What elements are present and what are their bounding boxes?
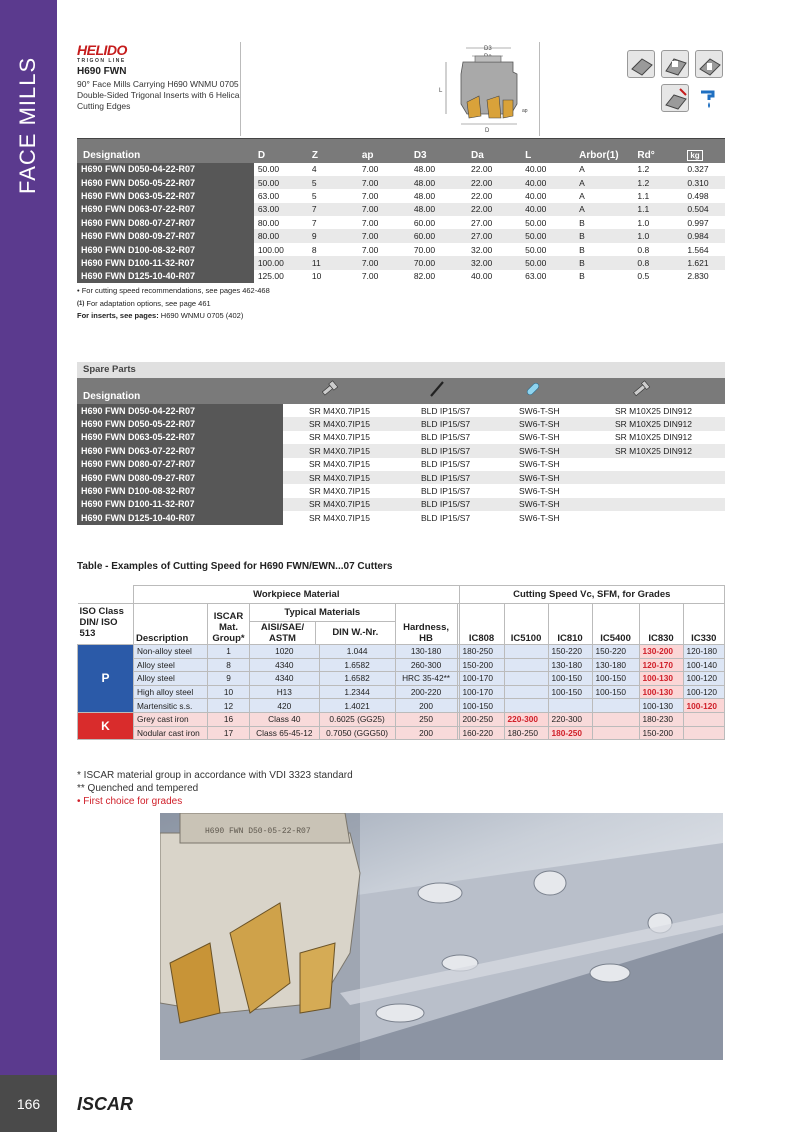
cell-desc: High alloy steel [134, 685, 208, 699]
cell-grade-ic5400: 130-180 [592, 658, 639, 672]
note-adaptation: $^{(1)}$ For adaptation options, see page 461 [77, 298, 211, 308]
hardness-header: Hardness, HB [395, 604, 457, 645]
iso-group-p: P [78, 645, 134, 713]
cell-aisi: H13 [250, 685, 320, 699]
cell-hb: 260-300 [395, 658, 457, 672]
cell-grade-ic808: 200-250 [459, 712, 504, 726]
cell-grade-ic810: 100-150 [548, 685, 592, 699]
workpiece-material-header: Workpiece Material [134, 586, 460, 604]
footnote-first-choice: • First choice for grades [77, 796, 183, 807]
cell-desc: Grey cast iron [134, 712, 208, 726]
cell-grade-ic5100: 220-300 [504, 712, 548, 726]
page-number: 166 [0, 1075, 57, 1132]
col-d: D [254, 139, 308, 163]
cell-grade-ic830: 130-200 [639, 645, 683, 659]
cell-grade-ic810 [548, 699, 592, 713]
cell-hb: 250 [395, 712, 457, 726]
table-row: H690 FWN D050-05-22-R07 SR M4X0.7IP15 BLD IP15/S7 SW6-T-SH SR M10X25 DIN912 [77, 417, 725, 430]
table-row: H690 FWN D050-04-22-R07 50.00 4 7.00 48.00 22.00 40.00 A 1.2 0.327 [77, 163, 725, 176]
cell-grade-ic808: 100-170 [459, 672, 504, 686]
cell-grade-ic830: 180-230 [639, 712, 683, 726]
cell-grade-ic808: 180-250 [459, 645, 504, 659]
shoulder-milling-icon [661, 50, 689, 78]
table-row: H690 FWN D100-11-32-R07 100.00 11 7.00 70.00 32.00 50.00 B 0.8 1.621 [77, 256, 725, 269]
cell-grade-ic5400: 100-150 [592, 672, 639, 686]
slotting-icon [695, 50, 723, 78]
cutting-speed-table [77, 585, 725, 740]
table-header-row [77, 139, 725, 163]
cell-grade-ic810: 220-300 [548, 712, 592, 726]
cell-desc: Martensitic s.s. [134, 699, 208, 713]
table-row: H690 FWN D063-07-22-R07 SR M4X0.7IP15 BLD IP15/S7 SW6-T-SH SR M10X25 DIN912 [77, 444, 725, 457]
speed-table-title: Table - Examples of Cutting Speed for H690 FWN/EWN...07 Cutters [77, 561, 393, 572]
grade-ic808: IC808 [459, 604, 504, 645]
svg-text:ap: ap [522, 108, 528, 114]
application-icons [547, 42, 727, 136]
col-kg [683, 139, 725, 163]
cutting-speed-header: Cutting Speed Vc, SFM, for Grades [459, 586, 724, 604]
cell-grp: 9 [208, 672, 250, 686]
col-l: L [521, 139, 575, 163]
table-group-row [78, 586, 725, 604]
table-row: H690 FWN D080-09-27-R07 SR M4X0.7IP15 BLD IP15/S7 SW6-T-SH [77, 471, 725, 484]
col-arbor: Arbor(1) [575, 139, 633, 163]
cutter-diagram [240, 42, 540, 136]
cell-aisi: 420 [250, 699, 320, 713]
spare-parts-table [77, 378, 725, 525]
svg-text:L: L [439, 88, 443, 94]
svg-text:D: D [485, 128, 490, 134]
table-row [78, 672, 725, 686]
cell-grp: 12 [208, 699, 250, 713]
table-row: H690 FWN D080-07-27-R07 80.00 7 7.00 60.00 27.00 50.00 B 1.0 0.997 [77, 216, 725, 229]
cell-hb: 200 [395, 699, 457, 713]
product-title: H690 FWN [77, 66, 127, 77]
table-row: H690 FWN D125-10-40-R07 125.00 10 7.00 82.00 40.00 63.00 B 0.5 2.830 [77, 270, 725, 283]
grade-ic5100: IC5100 [504, 604, 548, 645]
table-notes [77, 285, 270, 323]
cell-grade-ic830: 100-130 [639, 685, 683, 699]
cell-hb: 130-180 [395, 645, 457, 659]
aisi-header: AISI/SAE/ ASTM [250, 622, 316, 644]
cell-din: 1.044 [319, 645, 395, 659]
cell-aisi: 4340 [250, 672, 320, 686]
product-header [77, 42, 727, 136]
col-da: Da [467, 139, 521, 163]
clamping-screw-icon [595, 378, 725, 404]
cell-grade-ic330: 120-180 [683, 645, 724, 659]
cell-grade-ic5100 [504, 672, 548, 686]
cell-hb: 200-220 [395, 685, 457, 699]
cell-grade-ic808: 100-170 [459, 685, 504, 699]
note-cutting-speed: • For cutting speed recommendations, see pages 462-468 [77, 286, 270, 295]
product-photo [160, 813, 723, 1060]
col-rd: Rd° [633, 139, 683, 163]
table-row: H690 FWN D100-11-32-R07 SR M4X0.7IP15 BLD IP15/S7 SW6-T-SH [77, 498, 725, 511]
cell-aisi: 1020 [250, 645, 320, 659]
ramping-icon [661, 84, 689, 112]
din-header: DIN W.-Nr. [332, 627, 379, 638]
cell-grade-ic5400: 100-150 [592, 685, 639, 699]
table-row: H690 FWN D080-07-27-R07 SR M4X0.7IP15 BLD IP15/S7 SW6-T-SH [77, 458, 725, 471]
cell-grp: 17 [208, 726, 250, 740]
iso-group-k: K [78, 712, 134, 739]
cell-grade-ic808: 150-200 [459, 658, 504, 672]
description-header: Description [134, 604, 208, 645]
cell-grade-ic5100: 180-250 [504, 726, 548, 740]
grade-ic830: IC830 [639, 604, 683, 645]
cell-grade-ic810: 180-250 [548, 726, 592, 740]
cell-grade-ic330 [683, 726, 724, 740]
table-row [78, 726, 725, 740]
table-row [78, 645, 725, 659]
cell-grade-ic330: 100-140 [683, 658, 724, 672]
cell-grade-ic5100 [504, 645, 548, 659]
cell-aisi: Class 40 [250, 712, 320, 726]
cell-grp: 1 [208, 645, 250, 659]
table-header-row [78, 604, 725, 645]
cell-grade-ic810: 150-220 [548, 645, 592, 659]
engraving-text: H690 FWN D50-05-22-R07 [205, 827, 311, 836]
driver-icon [499, 378, 595, 404]
cell-grade-ic5400 [592, 726, 639, 740]
table-row [78, 699, 725, 713]
product-description: 90° Face Mills Carrying H690 WNMU 0705 Double-Sided Trigonal Inserts with 6 Helical Cutting Edges [77, 79, 242, 111]
table-row [78, 685, 725, 699]
cell-grade-ic5100 [504, 658, 548, 672]
table-row: H690 FWN D063-05-22-R07 SR M4X0.7IP15 BLD IP15/S7 SW6-T-SH SR M10X25 DIN912 [77, 431, 725, 444]
cell-grade-ic830: 120-170 [639, 658, 683, 672]
cell-din: 0.7050 (GGG50) [319, 726, 395, 740]
cell-desc: Nodular cast iron [134, 726, 208, 740]
cell-aisi: Class 65-45-12 [250, 726, 320, 740]
cell-desc: Alloy steel [134, 658, 208, 672]
table-row: H690 FWN D063-05-22-R07 63.00 5 7.00 48.00 22.00 40.00 A 1.1 0.498 [77, 189, 725, 202]
table-row: H690 FWN D050-04-22-R07 SR M4X0.7IP15 BLD IP15/S7 SW6-T-SH SR M10X25 DIN912 [77, 404, 725, 417]
table-row: H690 FWN D063-07-22-R07 63.00 7 7.00 48.00 22.00 40.00 A 1.1 0.504 [77, 203, 725, 216]
cell-grade-ic330 [683, 712, 724, 726]
cell-grade-ic5100 [504, 699, 548, 713]
footer-brand: ISCAR [77, 1094, 134, 1114]
table-row [78, 658, 725, 672]
cell-grade-ic808: 100-150 [459, 699, 504, 713]
iso-class-header: ISO Class DIN/ ISO 513 [78, 604, 134, 645]
face-milling-icon [627, 50, 655, 78]
cell-grade-ic830: 100-130 [639, 672, 683, 686]
cell-grade-ic330: 100-120 [683, 685, 724, 699]
table-header-row [77, 378, 725, 404]
typical-materials-header: Typical Materials [250, 604, 395, 622]
note-inserts: For inserts, see pages: H690 WNMU 0705 (402) [77, 311, 244, 320]
col-designation: Designation [77, 139, 254, 163]
spare-parts-label: Spare Parts [77, 362, 725, 378]
cell-aisi: 4340 [250, 658, 320, 672]
screw-icon [283, 378, 395, 404]
cell-grade-ic830: 150-200 [639, 726, 683, 740]
weight-icon: kg [687, 150, 702, 161]
col-d3: D3 [410, 139, 467, 163]
cell-grade-ic330: 100-120 [683, 672, 724, 686]
footnotes [77, 769, 353, 808]
grade-ic330: IC330 [683, 604, 724, 645]
cell-hb: 200 [395, 726, 457, 740]
cell-din: 1.2344 [319, 685, 395, 699]
coolant-icon [695, 84, 723, 112]
cell-din: 1.4021 [319, 699, 395, 713]
iscar-group-header: ISCAR Mat. Group* [208, 604, 250, 645]
key-icon [395, 378, 499, 404]
footnote-vdi: * ISCAR material group in accordance with VDI 3323 standard [77, 770, 353, 781]
cell-desc: Non-alloy steel [134, 645, 208, 659]
cell-grade-ic5400 [592, 712, 639, 726]
cell-grade-ic810: 100-150 [548, 672, 592, 686]
cell-grade-ic5400 [592, 699, 639, 713]
helido-logo: HELIDO TRIGON LINE [77, 42, 127, 64]
table-row: H690 FWN D125-10-40-R07 SR M4X0.7IP15 BLD IP15/S7 SW6-T-SH [77, 511, 725, 524]
table-row: H690 FWN D100-08-32-R07 SR M4X0.7IP15 BLD IP15/S7 SW6-T-SH [77, 484, 725, 497]
table-row: H690 FWN D100-08-32-R07 100.00 8 7.00 70.00 32.00 50.00 B 0.8 1.564 [77, 243, 725, 256]
cell-grade-ic830: 100-130 [639, 699, 683, 713]
cell-grade-ic808: 160-220 [459, 726, 504, 740]
svg-text:D3: D3 [484, 46, 492, 52]
footnote-quenched: ** Quenched and tempered [77, 783, 199, 794]
grade-ic810: IC810 [548, 604, 592, 645]
cell-din: 0.6025 (GG25) [319, 712, 395, 726]
cell-grp: 10 [208, 685, 250, 699]
cell-din: 1.6582 [319, 672, 395, 686]
col-designation: Designation [77, 378, 283, 404]
col-z: Z [308, 139, 358, 163]
designation-table [77, 138, 725, 283]
sidebar [0, 0, 57, 1132]
cell-din: 1.6582 [319, 658, 395, 672]
table-row [78, 712, 725, 726]
grade-ic5400: IC5400 [592, 604, 639, 645]
cell-grp: 16 [208, 712, 250, 726]
col-ap: ap [358, 139, 410, 163]
table-row: H690 FWN D080-09-27-R07 80.00 9 7.00 60.00 27.00 50.00 B 1.0 0.984 [77, 229, 725, 242]
table-row: H690 FWN D050-05-22-R07 50.00 5 7.00 48.00 22.00 40.00 A 1.2 0.310 [77, 176, 725, 189]
section-title: FACE MILLS [15, 56, 40, 194]
cell-grp: 8 [208, 658, 250, 672]
cell-grade-ic810: 130-180 [548, 658, 592, 672]
cell-grade-ic5400: 150-220 [592, 645, 639, 659]
cell-desc: Alloy steel [134, 672, 208, 686]
cell-grade-ic330: 100-120 [683, 699, 724, 713]
cell-hb: HRC 35-42** [395, 672, 457, 686]
cell-grade-ic5100 [504, 685, 548, 699]
